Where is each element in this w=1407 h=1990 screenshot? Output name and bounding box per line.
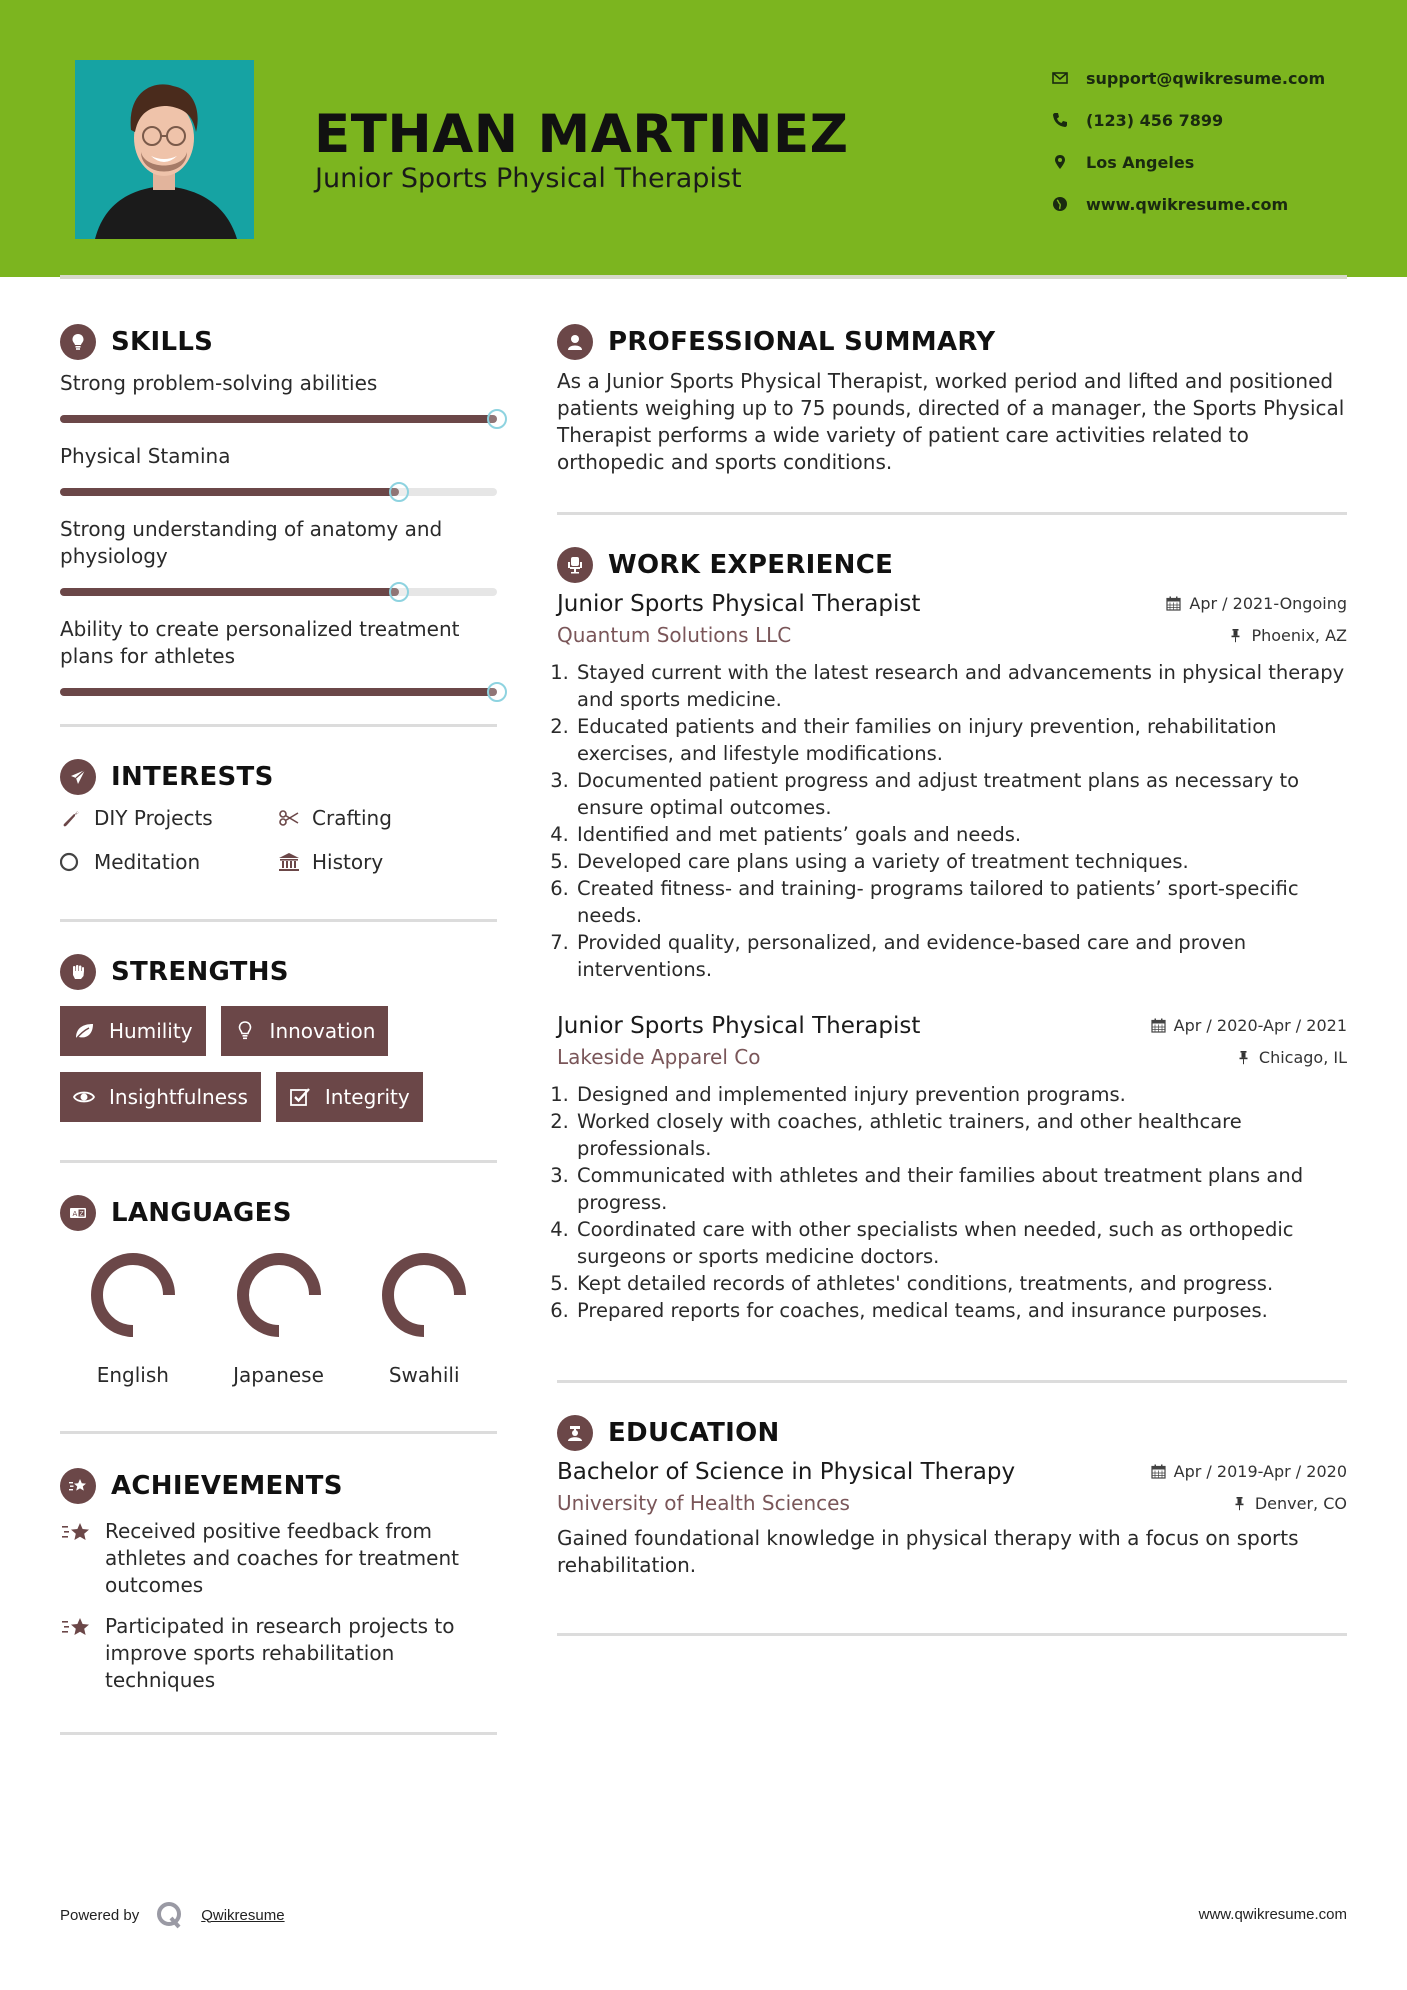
duty-item: 2. Educated patients and their families on injury prevention, rehabilitation exercises, and lifestyle modifications. — [575, 713, 1347, 767]
section-divider — [60, 1732, 497, 1735]
skill-knob[interactable] — [487, 409, 507, 429]
summary-section — [557, 320, 1347, 476]
footer-powered-by — [60, 1900, 285, 1930]
job-date-text: Apr / 2020-Apr / 2021 — [1173, 1016, 1347, 1035]
skill-fill — [60, 415, 497, 423]
skill-slider[interactable] — [60, 588, 497, 596]
languages-list — [60, 1249, 497, 1387]
skill-knob[interactable] — [389, 482, 409, 502]
shooting-star-icon — [60, 1468, 96, 1504]
wrench-icon — [60, 807, 94, 829]
summary-heading — [557, 320, 1347, 364]
envelope-icon — [1052, 70, 1086, 86]
education-date-text: Apr / 2019-Apr / 2020 — [1173, 1462, 1347, 1481]
contact-location — [1052, 141, 1325, 183]
skill-fill — [60, 588, 399, 596]
achievements-section — [60, 1464, 497, 1694]
footer-website[interactable]: www.qwikresume.com — [1198, 1906, 1347, 1923]
interests-grid — [60, 805, 497, 875]
job-location-text: Chicago, IL — [1258, 1047, 1347, 1067]
contact-website[interactable] — [1052, 183, 1325, 225]
job-company: Quantum Solutions LLC — [557, 623, 792, 647]
job-subheader — [557, 1045, 1347, 1069]
lightbulb-icon — [60, 324, 96, 360]
skill-slider[interactable] — [60, 688, 497, 696]
section-divider — [60, 724, 497, 727]
duty-item: 6. Prepared reports for coaches, medical teams, and insurance purposes. — [575, 1297, 1347, 1324]
globe-icon — [1052, 196, 1086, 212]
raised-fist-icon — [60, 954, 96, 990]
pushpin-icon — [1236, 1050, 1251, 1065]
duty-item: 5. Developed care plans using a variety of treatment techniques. — [575, 848, 1347, 875]
skill-fill — [60, 688, 497, 696]
languages-section — [60, 1191, 497, 1387]
candidate-name: ETHAN MARTINEZ — [314, 104, 849, 165]
contact-location-text: Los Angeles — [1086, 152, 1195, 172]
shooting-star-icon — [60, 1613, 105, 1694]
strength-tag — [60, 1072, 261, 1122]
job-date — [1166, 594, 1347, 613]
strength-tag — [221, 1006, 389, 1056]
skill-item — [60, 516, 497, 596]
calendar-icon — [1151, 1464, 1166, 1479]
skills-heading — [60, 320, 497, 364]
language-label: English — [96, 1363, 169, 1387]
skill-knob[interactable] — [487, 682, 507, 702]
education-location — [1232, 1494, 1347, 1513]
education-section — [557, 1411, 1347, 1579]
interests-heading — [60, 755, 497, 799]
svg-text:Z: Z — [79, 1210, 84, 1218]
languages-title: LANGUAGES — [111, 1198, 292, 1228]
pushpin-icon — [1228, 628, 1243, 643]
achievement-text: Received positive feedback from athletes and coaches for treatment outcomes — [105, 1519, 459, 1597]
paper-plane-icon — [60, 759, 96, 795]
strengths-heading — [60, 950, 497, 994]
profile-photo-image — [75, 60, 254, 239]
skill-label: Strong understanding of anatomy and physiology — [60, 517, 443, 568]
skill-label: Physical Stamina — [60, 444, 231, 468]
job-date-text: Apr / 2021-Ongoing — [1189, 594, 1347, 613]
language-label: Swahili — [388, 1363, 460, 1387]
job-title: Junior Sports Physical Therapist — [557, 591, 921, 617]
strengths-section — [60, 950, 497, 1122]
duty-item: 2. Worked closely with coaches, athletic trainers, and other healthcare professionals. — [575, 1108, 1347, 1162]
section-divider — [557, 1633, 1347, 1636]
education-entry — [557, 1459, 1347, 1579]
experience-title: WORK EXPERIENCE — [608, 550, 894, 580]
job-entry — [557, 591, 1347, 983]
job-location — [1236, 1048, 1347, 1067]
powered-by-label: Powered by — [60, 1906, 140, 1924]
job-entry — [557, 1013, 1347, 1324]
education-heading — [557, 1411, 1347, 1455]
education-date — [1151, 1462, 1347, 1481]
job-title: Junior Sports Physical Therapist — [557, 1013, 921, 1039]
circle-icon — [60, 851, 94, 873]
strength-tag — [276, 1072, 423, 1122]
interests-section — [60, 755, 497, 875]
duty-item: 4. Identified and met patients’ goals and needs. — [575, 821, 1347, 848]
candidate-title: Junior Sports Physical Therapist — [315, 163, 742, 194]
strength-label: Insightfulness — [109, 1085, 248, 1109]
bank-icon — [278, 851, 312, 873]
experience-section — [557, 543, 1347, 1324]
languages-heading — [60, 1191, 497, 1235]
section-divider — [557, 1380, 1347, 1383]
interest-item — [278, 849, 496, 875]
job-header — [557, 591, 1347, 617]
check-square-icon — [289, 1086, 311, 1108]
contact-email[interactable] — [1052, 57, 1325, 99]
achievements-title: ACHIEVEMENTS — [111, 1471, 343, 1501]
calendar-icon — [1151, 1018, 1166, 1033]
office-chair-icon — [557, 547, 593, 583]
language-item — [351, 1249, 497, 1387]
left-column — [60, 320, 497, 1735]
job-subheader — [557, 623, 1347, 647]
language-proficiency-ring — [233, 1249, 325, 1341]
interest-label: DIY Projects — [94, 806, 213, 830]
job-location-text: Phoenix, AZ — [1251, 625, 1347, 645]
skill-item — [60, 443, 497, 496]
skill-fill — [60, 488, 399, 496]
translate-icon — [60, 1195, 96, 1231]
strength-label: Humility — [109, 1019, 193, 1043]
degree-title: Bachelor of Science in Physical Therapy — [557, 1459, 1016, 1485]
skills-section — [60, 320, 497, 696]
section-divider — [557, 512, 1347, 515]
pushpin-icon — [1232, 1496, 1247, 1511]
section-divider — [60, 1431, 497, 1434]
skill-item — [60, 616, 497, 696]
shooting-star-icon — [60, 1518, 105, 1599]
duty-item: 6. Created fitness- and training- programs tailored to patients’ sport-specific needs. — [575, 875, 1347, 929]
map-marker-icon — [1052, 154, 1086, 170]
interest-item — [278, 805, 496, 831]
section-divider — [60, 919, 497, 922]
header-divider — [60, 275, 1347, 279]
achievement-item — [60, 1613, 497, 1694]
education-description: Gained foundational knowledge in physical therapy with a focus on sports rehabilitation. — [557, 1526, 1299, 1577]
interest-label: History — [312, 850, 384, 874]
experience-heading — [557, 543, 1347, 587]
language-proficiency-ring — [87, 1249, 179, 1341]
right-column — [557, 320, 1347, 1636]
user-icon — [557, 324, 593, 360]
education-header — [557, 1459, 1347, 1485]
skills-title: SKILLS — [111, 327, 214, 357]
qwikresume-logo-icon — [155, 1900, 185, 1930]
resume-header — [0, 0, 1407, 277]
education-title: EDUCATION — [608, 1418, 780, 1448]
job-company: Lakeside Apparel Co — [557, 1045, 761, 1069]
strength-label: Integrity — [324, 1085, 410, 1109]
duty-item: 3. Documented patient progress and adjust treatment plans as necessary to ensure optimal outcomes. — [575, 767, 1347, 821]
scissors-icon — [278, 807, 312, 829]
interest-label: Meditation — [94, 850, 201, 874]
interests-title: INTERESTS — [111, 762, 274, 792]
job-header — [557, 1013, 1347, 1039]
svg-text:A: A — [72, 1210, 78, 1218]
contact-email-text: support@qwikresume.com — [1086, 68, 1326, 88]
interest-label: Crafting — [312, 806, 392, 830]
strength-label: Innovation — [269, 1019, 376, 1043]
interest-item — [60, 805, 278, 831]
contact-phone-text: (123) 456 7899 — [1086, 110, 1224, 130]
lightbulb-icon — [234, 1020, 256, 1042]
skill-slider[interactable] — [60, 488, 497, 496]
eye-icon — [73, 1086, 95, 1108]
job-duties — [557, 659, 1347, 983]
skill-label: Strong problem-solving abilities — [60, 371, 378, 395]
achievement-item — [60, 1518, 497, 1599]
contact-phone[interactable] — [1052, 99, 1325, 141]
duty-item: 1. Designed and implemented injury prevention programs. — [575, 1081, 1347, 1108]
duty-item: 3. Communicated with athletes and their families about treatment plans and progress. — [575, 1162, 1347, 1216]
duty-item: 5. Kept detailed records of athletes' conditions, treatments, and progress. — [575, 1270, 1347, 1297]
skill-label: Ability to create personalized treatment plans for athletes — [60, 617, 460, 668]
language-proficiency-ring — [378, 1249, 470, 1341]
school-name: University of Health Sciences — [557, 1491, 850, 1515]
skill-item — [60, 370, 497, 423]
skill-knob[interactable] — [389, 582, 409, 602]
calendar-icon — [1166, 596, 1181, 611]
language-label: Japanese — [233, 1363, 324, 1387]
phone-icon — [1052, 112, 1086, 128]
summary-text: As a Junior Sports Physical Therapist, worked period and lifted and positioned patients weighing up to 75 pounds, directed of a manager, the Sports Physical Therapist performs a wide variety of patient care activities related to orthopedic and sports conditions. — [557, 369, 1345, 474]
skill-slider[interactable] — [60, 415, 497, 423]
duty-item: 7. Provided quality, personalized, and evidence-based care and proven interventions. — [575, 929, 1347, 983]
language-item — [206, 1249, 352, 1387]
strengths-title: STRENGTHS — [111, 957, 289, 987]
strength-tag — [60, 1006, 206, 1056]
profile-photo — [75, 60, 254, 239]
achievements-heading — [60, 1464, 497, 1508]
leaf-icon — [73, 1020, 95, 1042]
contact-list — [1052, 57, 1325, 225]
duty-item: 4. Coordinated care with other specialists when needed, such as orthopedic surgeons or sports medicine doctors. — [575, 1216, 1347, 1270]
graduate-icon — [557, 1415, 593, 1451]
language-item — [60, 1249, 206, 1387]
contact-website-text: www.qwikresume.com — [1086, 194, 1289, 214]
interest-item — [60, 849, 278, 875]
job-date — [1151, 1016, 1347, 1035]
strengths-list — [60, 1006, 497, 1122]
job-location — [1228, 626, 1347, 645]
summary-title: PROFESSIONAL SUMMARY — [608, 327, 996, 357]
education-subheader — [557, 1491, 1347, 1515]
achievement-text: Participated in research projects to improve sports rehabilitation techniques — [105, 1614, 455, 1692]
qwikresume-link[interactable]: Qwikresume — [201, 1906, 285, 1924]
education-location-text: Denver, CO — [1254, 1493, 1347, 1513]
job-duties — [557, 1081, 1347, 1324]
duty-item: 1. Stayed current with the latest research and advancements in physical therapy and sports medicine. — [575, 659, 1347, 713]
section-divider — [60, 1160, 497, 1163]
